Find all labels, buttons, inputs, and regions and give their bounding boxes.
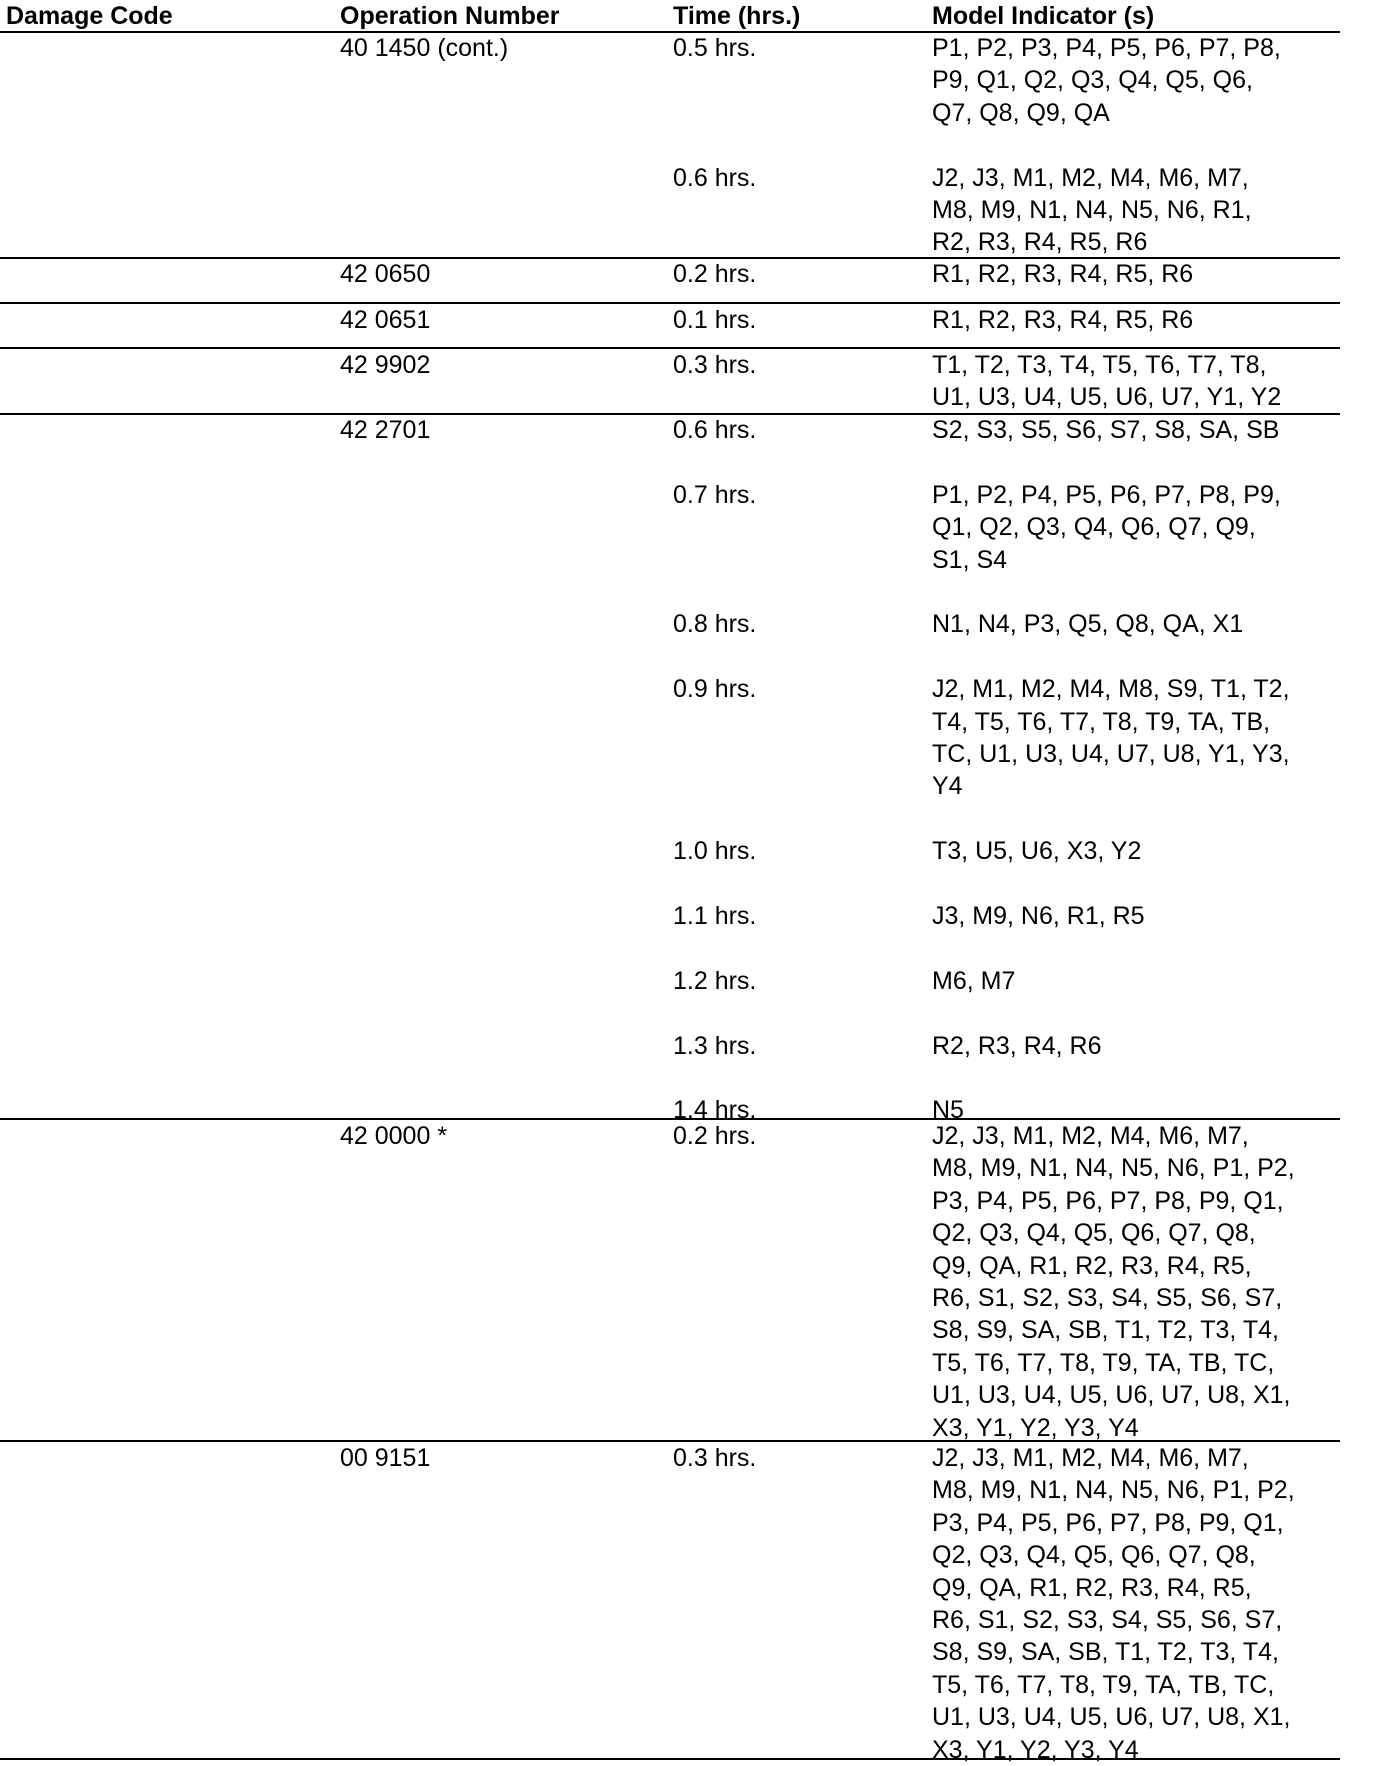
- header-operation-number: Operation Number: [340, 2, 560, 30]
- header-damage-code: Damage Code: [6, 2, 173, 30]
- model-indicator-line: TC, U1, U3, U4, U7, U8, Y1, Y3,: [932, 740, 1290, 768]
- time-cell: 1.4 hrs.: [673, 1096, 757, 1125]
- model-indicator-line: N5: [932, 1096, 964, 1125]
- model-indicator-line: P9, Q1, Q2, Q3, Q4, Q5, Q6,: [932, 66, 1253, 95]
- time-cell: 0.6 hrs.: [673, 416, 757, 444]
- model-indicator-line: M6, M7: [932, 966, 1016, 995]
- header-time: Time (hrs.): [673, 2, 801, 30]
- table-header: [0, 0, 1376, 32]
- model-indicator-line: S8, S9, SA, SB, T1, T2, T3, T4,: [932, 1316, 1279, 1345]
- model-indicator-line: N1, N4, P3, Q5, Q8, QA, X1: [932, 610, 1244, 639]
- model-indicator-line: J2, J3, M1, M2, M4, M6, M7,: [932, 1122, 1249, 1150]
- time-cell: 0.2 hrs.: [673, 1122, 757, 1150]
- model-indicator-line: T4, T5, T6, T7, T8, T9, TA, TB,: [932, 707, 1271, 736]
- model-indicator-line: R1, R2, R3, R4, R5, R6: [932, 306, 1194, 334]
- model-indicator-line: T5, T6, T7, T8, T9, TA, TB, TC,: [932, 1348, 1275, 1377]
- operation-number-cell: 42 2701: [340, 416, 431, 444]
- model-indicator-line: R6, S1, S2, S3, S4, S5, S6, S7,: [932, 1606, 1283, 1634]
- model-indicator-line: M8, M9, N1, N4, N5, N6, P1, P2,: [932, 1476, 1295, 1505]
- operation-number-cell: 42 9902: [340, 351, 431, 379]
- model-indicator-line: Q7, Q8, Q9, QA: [932, 98, 1110, 127]
- model-indicator-line: R2, R3, R4, R6: [932, 1031, 1102, 1060]
- model-indicator-line: P3, P4, P5, P6, P7, P8, P9, Q1,: [932, 1508, 1284, 1537]
- model-indicator-line: S8, S9, SA, SB, T1, T2, T3, T4,: [932, 1638, 1279, 1667]
- model-indicator-line: Q1, Q2, Q3, Q4, Q6, Q7, Q9,: [932, 513, 1256, 542]
- time-cell: 1.0 hrs.: [673, 837, 757, 866]
- model-indicator-line: T3, U5, U6, X3, Y2: [932, 837, 1142, 866]
- model-indicator-line: P1, P2, P4, P5, P6, P7, P8, P9,: [932, 480, 1281, 509]
- model-indicator-line: J2, J3, M1, M2, M4, M6, M7,: [932, 163, 1249, 192]
- time-cell: 0.9 hrs.: [673, 675, 757, 704]
- time-cell: 0.2 hrs.: [673, 260, 757, 288]
- operation-number-cell: 42 0651: [340, 306, 431, 334]
- model-indicator-line: U1, U3, U4, U5, U6, U7, U8, X1,: [932, 1703, 1291, 1732]
- model-indicator-line: Q9, QA, R1, R2, R3, R4, R5,: [932, 1573, 1252, 1602]
- operation-number-cell: 42 0000 *: [340, 1122, 448, 1150]
- model-indicator-line: J3, M9, N6, R1, R5: [932, 902, 1145, 930]
- model-indicator-line: Q2, Q3, Q4, Q5, Q6, Q7, Q8,: [932, 1541, 1256, 1570]
- time-cell: 0.7 hrs.: [673, 480, 757, 509]
- operation-number-cell: 00 9151: [340, 1444, 431, 1472]
- time-cell: 0.5 hrs.: [673, 34, 757, 62]
- model-indicator-line: S1, S4: [932, 545, 1008, 574]
- model-indicator-line: J2, J3, M1, M2, M4, M6, M7,: [932, 1444, 1249, 1472]
- operation-number-cell: 40 1450 (cont.): [340, 34, 509, 62]
- time-cell: 1.1 hrs.: [673, 902, 757, 930]
- model-indicator-line: U1, U3, U4, U5, U6, U7, Y1, Y2: [932, 383, 1282, 412]
- time-cell: 0.1 hrs.: [673, 306, 757, 334]
- model-indicator-line: J2, M1, M2, M4, M8, S9, T1, T2,: [932, 675, 1290, 704]
- operation-number-cell: 42 0650: [340, 260, 431, 288]
- model-indicator-line: P1, P2, P3, P4, P5, P6, P7, P8,: [932, 34, 1281, 62]
- model-indicator-line: X3, Y1, Y2, Y3, Y4: [932, 1735, 1139, 1764]
- model-indicator-line: Q2, Q3, Q4, Q5, Q6, Q7, Q8,: [932, 1219, 1256, 1248]
- model-indicator-line: U1, U3, U4, U5, U6, U7, U8, X1,: [932, 1381, 1291, 1410]
- model-indicator-line: M8, M9, N1, N4, N5, N6, P1, P2,: [932, 1154, 1295, 1183]
- time-cell: 0.3 hrs.: [673, 351, 757, 379]
- model-indicator-line: R2, R3, R4, R5, R6: [932, 228, 1148, 257]
- model-indicator-line: T5, T6, T7, T8, T9, TA, TB, TC,: [932, 1670, 1275, 1699]
- time-cell: 0.6 hrs.: [673, 163, 757, 192]
- model-indicator-line: R1, R2, R3, R4, R5, R6: [932, 260, 1194, 288]
- model-indicator-line: Q9, QA, R1, R2, R3, R4, R5,: [932, 1251, 1252, 1280]
- time-cell: 0.8 hrs.: [673, 610, 757, 639]
- model-indicator-line: X3, Y1, Y2, Y3, Y4: [932, 1413, 1139, 1442]
- model-indicator-line: P3, P4, P5, P6, P7, P8, P9, Q1,: [932, 1186, 1284, 1215]
- time-cell: 1.3 hrs.: [673, 1031, 757, 1060]
- model-indicator-line: S2, S3, S5, S6, S7, S8, SA, SB: [932, 416, 1280, 444]
- time-cell: 1.2 hrs.: [673, 966, 757, 995]
- header-model-indicator: Model Indicator (s): [932, 2, 1155, 30]
- model-indicator-line: M8, M9, N1, N4, N5, N6, R1,: [932, 196, 1252, 224]
- model-indicator-line: T1, T2, T3, T4, T5, T6, T7, T8,: [932, 351, 1267, 379]
- model-indicator-line: Y4: [932, 772, 963, 801]
- time-cell: 0.3 hrs.: [673, 1444, 757, 1472]
- model-indicator-line: R6, S1, S2, S3, S4, S5, S6, S7,: [932, 1284, 1283, 1312]
